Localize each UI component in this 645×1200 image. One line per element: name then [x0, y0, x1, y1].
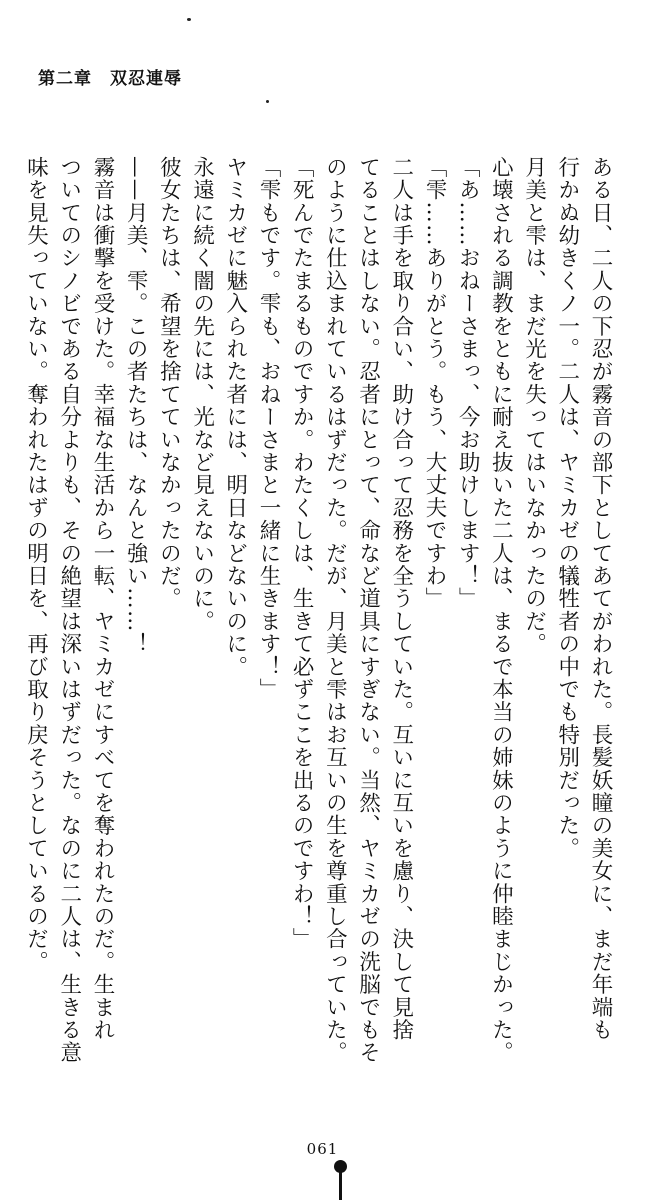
print-speck: [266, 100, 269, 103]
text-line: ヤミカゼに魅入られた者には、明日などないのに。: [222, 156, 248, 679]
print-speck: [187, 18, 191, 21]
text-line: 「死んでたまるものですか。わたくしは、生きて必ずここを出るのですわ！」: [289, 156, 315, 951]
text-line: 永遠に続く闇の先には、光など見えないのに。: [189, 156, 215, 633]
text-line: ——月美、雫。この者たちは、なんと強い……！: [123, 156, 149, 656]
text-line: 味を見失っていない。奪われたはずの明日を、再び取り戻そうとしているのだ。: [23, 156, 49, 974]
text-line: のように仕込まれているはずだった。だが、月美と雫はお互いの生を尊重し合っていた。: [322, 156, 348, 1064]
text-line: ついてのシノビである自分よりも、その絶望は深いはずだった。なのに二人は、生きる意: [56, 156, 82, 1064]
text-line: ある日、二人の下忍が霧音の部下としてあてがわれた。長髪妖瞳の美女に、まだ年端も: [588, 156, 613, 1042]
page-number: 061: [306, 1140, 339, 1158]
text-line: 月美と雫は、まだ光を失ってはいなかったのだ。: [521, 156, 547, 656]
text-line: 彼女たちは、希望を捨てていなかったのだ。: [156, 156, 182, 610]
text-line: 心壊される調教をともに耐え抜いた二人は、まるで本当の姉妹のように仲睦まじかった。: [488, 156, 514, 1064]
text-line: 「雫もです。雫も、おねーさまと一緒に生きます！」: [255, 156, 281, 701]
chapter-title: 第二章 双忍連辱: [38, 69, 182, 89]
text-line: 「雫……ありがとう。もう、大丈夫ですわ」: [421, 156, 447, 610]
text-line: 「あ……おねーさまっ、今お助けします！」: [455, 156, 481, 610]
folio-rule-ornament: [339, 1170, 342, 1200]
text-line: てることはしない。忍者にとって、命など道具にすぎない。当然、ヤミカゼの洗脳でもそ: [355, 156, 381, 1064]
text-line: 二人は手を取り合い、助け合って忍務を全うしていた。互いに互いを慮り、決して見捨: [388, 156, 414, 1042]
body-text: [19, 156, 617, 1064]
text-line: 行かぬ幼きくノ一。二人は、ヤミカゼの犠牲者の中でも特別だった。: [554, 156, 580, 860]
text-line: 霧音は衝撃を受けた。幸福な生活から一転、ヤミカゼにすべてを奪われたのだ。生まれ: [89, 156, 115, 1042]
